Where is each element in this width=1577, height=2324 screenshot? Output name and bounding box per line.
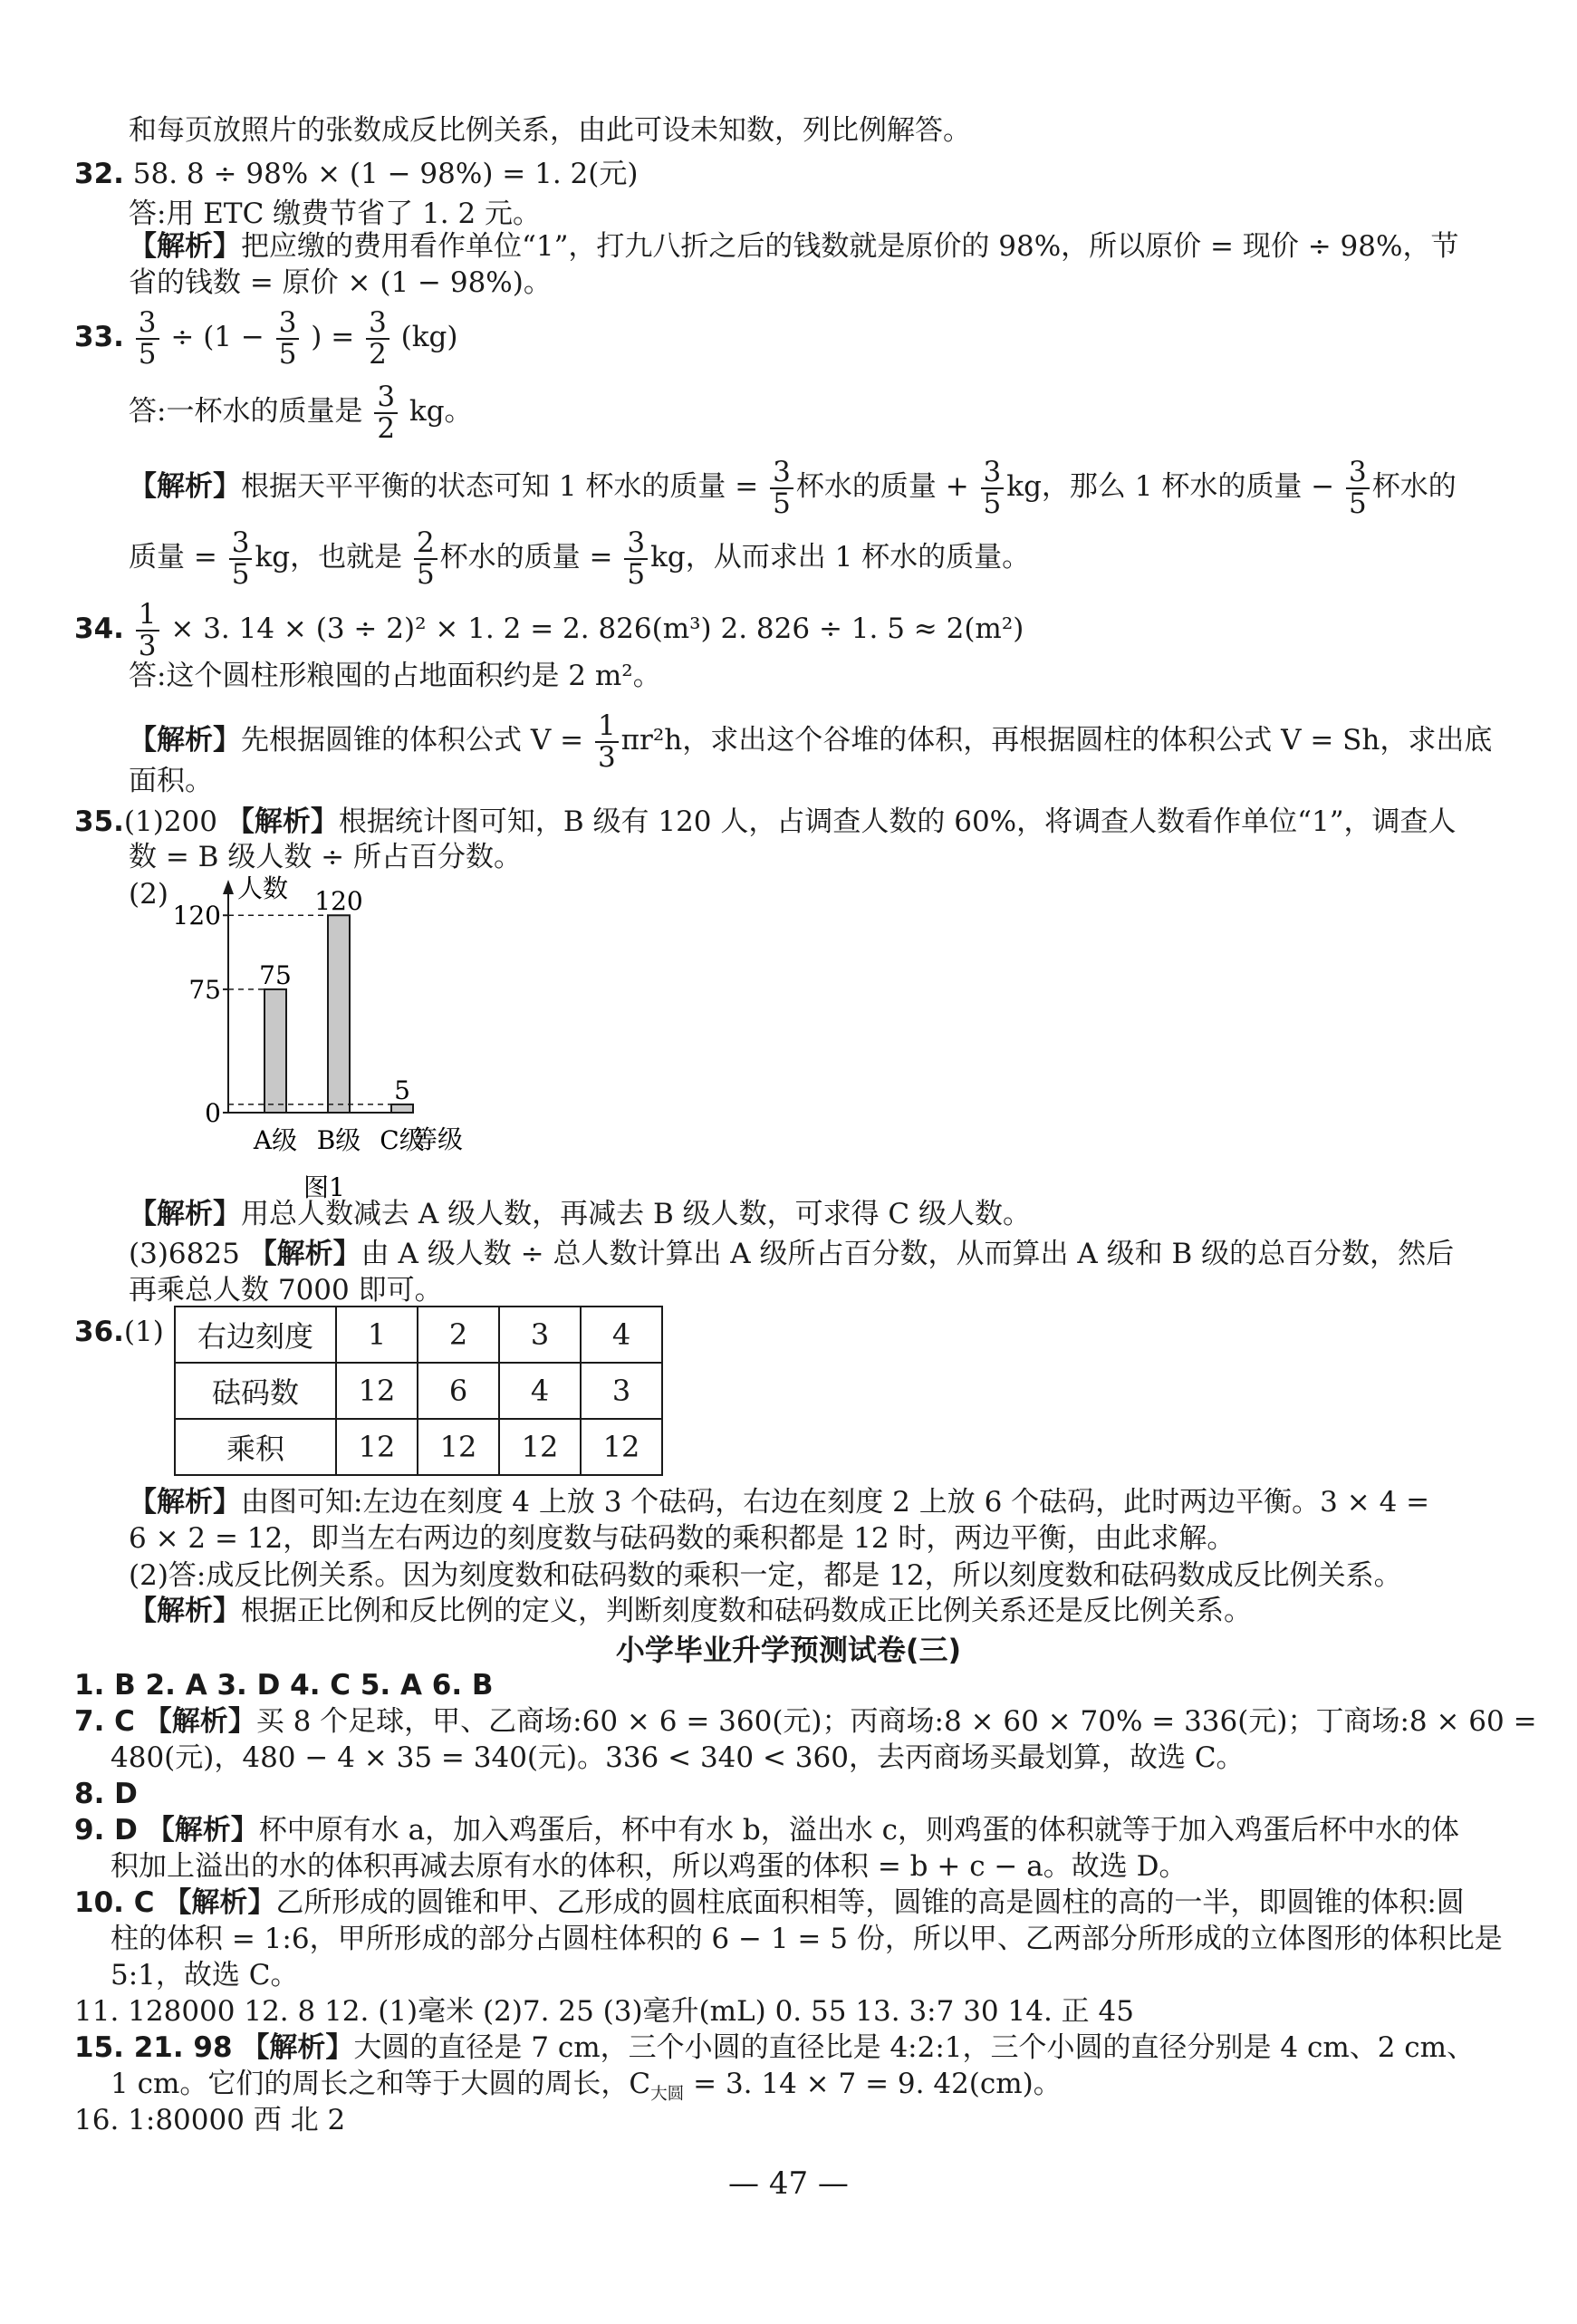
- table-cell: 4: [581, 1307, 662, 1363]
- explain-line: [129, 458, 1468, 518]
- y-axis-label: 人数: [237, 874, 289, 903]
- explain-tag: 【解析】: [146, 1814, 259, 1847]
- table-cell: 4: [499, 1363, 581, 1419]
- explain-line: [129, 761, 1468, 801]
- explain-text: 根据天平平衡的状态可知 1 杯水的质量 =: [241, 470, 759, 504]
- explain-tag: 【解析】: [129, 230, 241, 263]
- table-cell: 12: [581, 1419, 662, 1475]
- fraction: $\frac{3}{5}$: [624, 528, 648, 589]
- answer: 答:一杯水的质量是: [129, 395, 363, 429]
- explain-text: 再乘总人数 7000 即可。: [129, 1274, 443, 1307]
- explain-text: 把应缴的费用看作单位“1”，打九八折之后的钱数就是原价的 98%，所以原价 = 现价 ÷ 98%，节: [241, 230, 1459, 263]
- x-tick-label: C级: [380, 1125, 425, 1155]
- explain-tag: 【解析】: [226, 805, 339, 838]
- bar: [264, 989, 286, 1113]
- explain-tag: 【解析】: [129, 1486, 241, 1519]
- explain-line: [129, 837, 1468, 877]
- fraction: $\frac{3}{2}$: [374, 382, 398, 443]
- bar: [328, 915, 350, 1113]
- answer: 10. C: [74, 1886, 155, 1919]
- sub-number: (2): [129, 878, 168, 911]
- y-tick-label: 0: [205, 1098, 221, 1128]
- explain-text: 面积。: [129, 765, 213, 797]
- bar-chart: [163, 874, 507, 1201]
- equation: × 3. 14 × (3 ÷ 2)² × 1. 2 = 2. 826(m³) 2. 826 ÷ 1. 5 ≈ 2(m²): [170, 612, 1024, 646]
- answer: kg。: [409, 395, 473, 429]
- text: 和每页放照片的张数成反比例关系，由此可设未知数，列比例解答。: [129, 114, 971, 147]
- answer-line: [74, 2100, 1468, 2140]
- explain-text: 480(元)，480 − 4 × 35 = 340(元)。336 < 340 < 360，去丙商场买最划算，故选 C。: [111, 1741, 1245, 1774]
- explain-text: 乙所形成的圆锥和甲、乙形成的圆柱底面积相等，圆锥的高是圆柱的高的一半，即圆锥的体积:圆: [275, 1886, 1465, 1919]
- explain-tag: 【解析】: [129, 1198, 241, 1230]
- explain-text: 由 A 级人数 ÷ 总人数计算出 A 级所占百分数，从而算出 A 级和 B 级的总百分数，然后: [361, 1238, 1455, 1270]
- table-cell: 12: [336, 1419, 418, 1475]
- explain-text: 杯水的质量 =: [439, 541, 613, 574]
- explain-line: [111, 1738, 1468, 1778]
- explain-line: [129, 1194, 1468, 1234]
- chart-caption: 图1: [303, 1172, 345, 1201]
- answer-line: [74, 1665, 1468, 1705]
- explain-text: 根据正比例和反比例的定义，判断刻度数和砝码数成正比例关系还是反比例关系。: [241, 1595, 1252, 1627]
- explain-text: πr²h，求出这个谷堆的体积，再根据圆柱的体积公式 V = Sh，求出底: [620, 724, 1493, 757]
- explain-tag: 【解析】: [241, 2031, 354, 2064]
- q34-line: [74, 600, 1468, 661]
- explain-line: [129, 1270, 1468, 1310]
- table-row: [175, 1363, 662, 1419]
- question-number: 35.: [74, 805, 124, 838]
- q32-line: [74, 154, 1468, 194]
- explain-line: [111, 1919, 1503, 1959]
- explain-text: 质量 =: [129, 541, 217, 574]
- table-cell: 12: [499, 1419, 581, 1475]
- answer-line: [74, 2028, 1476, 2068]
- x-tick-label: B级: [316, 1125, 361, 1155]
- explain-text: 杯水的: [1371, 470, 1457, 504]
- explain-text: 6 × 2 = 12，即当左右两边的刻度数与砝码数的乘积都是 12 时，两边平衡，由此求解。: [129, 1522, 1236, 1555]
- answer: 答:这个圆柱形粮囤的占地面积约是 2 m²。: [129, 660, 661, 692]
- answer: 9. D: [74, 1814, 138, 1847]
- x-tick-label: A级: [253, 1125, 298, 1155]
- explain-text: 1 cm。它们的周长之和等于大圆的周长，C: [111, 2068, 651, 2100]
- explain-text: kg，也就是: [255, 541, 403, 574]
- table-cell: 2: [418, 1307, 499, 1363]
- subscript: 大圆: [650, 2085, 685, 2105]
- fraction: $\frac{3}{5}$: [136, 308, 159, 369]
- explain-tag: 【解析】: [163, 1886, 276, 1919]
- fraction: $\frac{3}{5}$: [770, 458, 793, 518]
- answer-line: [129, 656, 1468, 696]
- explain-text: kg，那么 1 杯水的质量 −: [1006, 470, 1335, 504]
- y-axis-arrow: [223, 880, 234, 894]
- explain-line: [129, 1591, 1468, 1631]
- answer: 答:用 ETC 缴费节省了 1. 2 元。: [129, 198, 542, 230]
- answer: (2)答:成反比例关系。因为刻度数和砝码数的乘积一定，都是 12，所以刻度数和砝码数成反比例关系。: [129, 1559, 1402, 1592]
- answer: (3)6825: [129, 1238, 240, 1270]
- y-tick-label: 75: [188, 974, 221, 1005]
- answer-line: [74, 1883, 1468, 1923]
- explain-text: = 3. 14 × 7 = 9. 42(cm)。: [684, 2068, 1062, 2100]
- explain-text: kg，从而求出 1 杯水的质量。: [650, 541, 1031, 574]
- answers: 16. 1:80000 西 北 2: [74, 2104, 346, 2136]
- fraction: $\frac{3}{2}$: [366, 308, 389, 369]
- bar: [391, 1104, 413, 1113]
- bar-value-label: 5: [394, 1075, 410, 1105]
- y-tick-label: 120: [172, 901, 221, 931]
- fraction: $\frac{1}{3}$: [136, 600, 159, 661]
- page-number: — 47 —: [728, 2165, 849, 2202]
- equation: 58. 8 ÷ 98% × (1 − 98%) = 1. 2(元): [132, 158, 639, 190]
- section-title: 小学毕业升学预测试卷(三): [615, 1633, 962, 1667]
- explain-text: 杯水的质量 +: [795, 470, 969, 504]
- fraction: $\frac{3}{5}$: [1346, 458, 1370, 518]
- explain-line: [129, 1482, 1468, 1522]
- scale-table: [174, 1306, 663, 1476]
- explain-line: [129, 1234, 1468, 1274]
- answer-line: [129, 1556, 1468, 1596]
- explain-tag: 【解析】: [129, 724, 241, 757]
- explain-line: [129, 227, 1468, 266]
- q35-line: [74, 802, 1468, 842]
- explain-tag: 【解析】: [248, 1238, 361, 1270]
- explain-line: [129, 1519, 1468, 1558]
- fraction: $\frac{3}{5}$: [276, 308, 300, 369]
- explain-text: 省的钱数 = 原价 × (1 − 98%)。: [129, 266, 552, 299]
- explain-text: 由图可知:左边在刻度 4 上放 3 个砝码，右边在刻度 2 上放 6 个砝码，此时两边平衡。3 × 4 =: [241, 1486, 1430, 1519]
- fraction: $\frac{3}{5}$: [981, 458, 1005, 518]
- bar-value-label: 120: [314, 886, 363, 917]
- answer-line: [129, 382, 1468, 443]
- question-number: 36.: [74, 1316, 124, 1348]
- table-cell: 右边刻度: [175, 1307, 336, 1363]
- answer-line: [74, 1702, 1537, 1741]
- explain-line: [111, 1955, 1468, 1995]
- answer: 15. 21. 98: [74, 2031, 233, 2064]
- explain-line: [129, 263, 1468, 303]
- fraction: $\frac{2}{5}$: [414, 528, 438, 589]
- answer: 8. D: [74, 1778, 138, 1810]
- explain-tag: 【解析】: [143, 1705, 256, 1738]
- table-cell: 3: [581, 1363, 662, 1419]
- question-number: 32.: [74, 158, 124, 190]
- text-line: [129, 111, 1468, 150]
- table-cell: 6: [418, 1363, 499, 1419]
- question-number: 33.: [74, 321, 124, 354]
- q33-line: 33. $\frac{3}{5}$ ÷ (1 − $\frac{3}{5}$ ) = $\frac{3}{2}$ (kg): [74, 306, 458, 371]
- explain-text: 数 = B 级人数 ÷ 所占百分数。: [129, 841, 522, 873]
- answers: 1. B 2. A 3. D 4. C 5. A 6. B: [74, 1669, 494, 1702]
- fraction: $\frac{3}{5}$: [229, 528, 253, 589]
- explain-text: 用总人数减去 A 级人数，再减去 B 级人数，可求得 C 级人数。: [241, 1198, 1032, 1230]
- table-cell: 砝码数: [175, 1363, 336, 1419]
- table-row: [175, 1419, 662, 1475]
- table-cell: 3: [499, 1307, 581, 1363]
- explain-text: 杯中原有水 a，加入鸡蛋后，杯中有水 b，溢出水 c，则鸡蛋的体积就等于加入鸡蛋后杯中水的体: [258, 1814, 1459, 1847]
- explain-line: [111, 1847, 1468, 1886]
- explain-text: 先根据圆锥的体积公式 V =: [241, 724, 584, 757]
- bar-value-label: 75: [259, 959, 292, 990]
- answer-line: [74, 1774, 1468, 1814]
- answer: (1)200: [123, 805, 218, 838]
- table-cell: 12: [418, 1419, 499, 1475]
- sub-number: (1): [123, 1316, 164, 1348]
- answer-line: [74, 1810, 1468, 1850]
- answer: 7. C: [74, 1705, 135, 1738]
- explain-tag: 【解析】: [129, 470, 241, 504]
- question-number: 34.: [74, 612, 124, 646]
- explain-text: 积加上溢出的水的体积再减去原有水的体积，所以鸡蛋的体积 = b + c − a。故选 D。: [111, 1850, 1188, 1883]
- explain-text: 根据统计图可知，B 级有 120 人，占调查人数的 60%，将调查人数看作单位“1”，调查人: [338, 805, 1457, 838]
- explain-text: 买 8 个足球，甲、乙商场:60 × 6 = 360(元)；丙商场:8 × 60 × 70% = 336(元)；丁商场:8 × 60 =: [255, 1705, 1537, 1738]
- table-cell: 1: [336, 1307, 418, 1363]
- table-row: [175, 1307, 662, 1363]
- table-cell: 12: [336, 1363, 418, 1419]
- explain-text: 大圆的直径是 7 cm，三个小圆的直径比是 4:2:1，三个小圆的直径分别是 4 cm、2 cm、: [353, 2031, 1476, 2064]
- fraction: $\frac{1}{3}$: [595, 711, 619, 772]
- answers: 11. 128000 12. 8 12. (1)毫米 (2)7. 25 (3)毫升(mL) 0. 55 13. 3:7 30 14. 正 45: [74, 1995, 1134, 2028]
- answer-line: [74, 1991, 1468, 2031]
- explain-tag: 【解析】: [129, 1595, 241, 1627]
- explain-text: 柱的体积 = 1:6，甲所形成的部分占圆柱体积的 6 − 1 = 5 份，所以甲、乙两部分所形成的立体图形的体积比是: [111, 1923, 1503, 1955]
- table-cell: 乘积: [175, 1419, 336, 1475]
- explain-line: [129, 528, 1468, 589]
- explain-text: 5:1，故选 C。: [111, 1959, 299, 1991]
- x-axis-label: 等级: [412, 1124, 464, 1154]
